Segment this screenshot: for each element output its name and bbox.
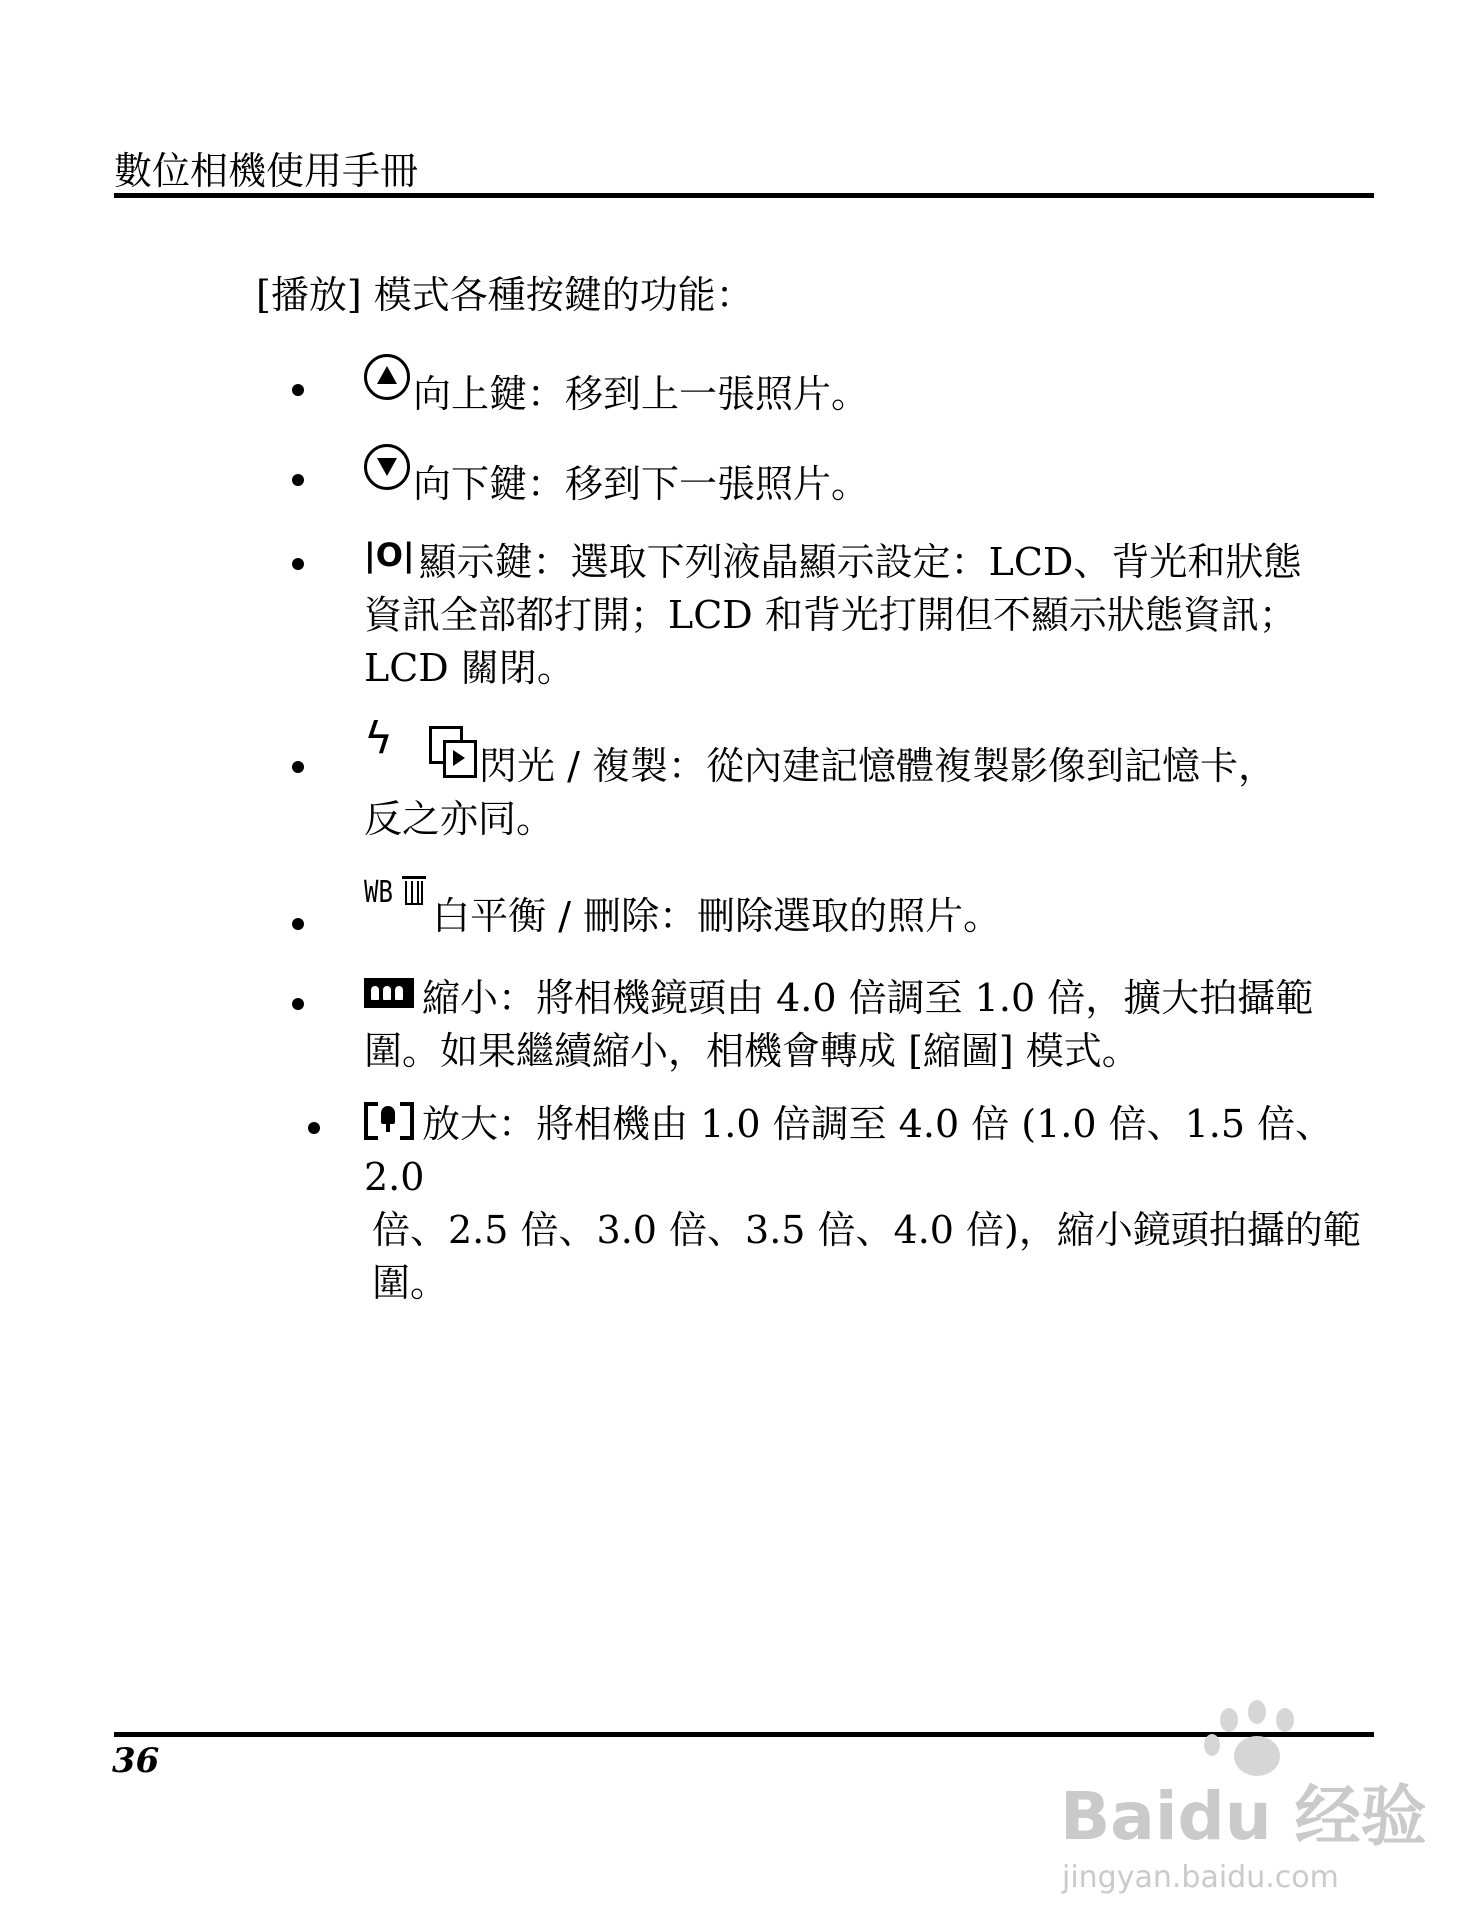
page-number: 36: [112, 1741, 160, 1781]
item-text: [364, 972, 1374, 1078]
item-line: 反之亦同。: [364, 797, 555, 841]
bullet: [292, 474, 304, 486]
bullet: [292, 384, 304, 396]
item-label: 放大: [422, 1102, 499, 1146]
item-label: 閃光 / 複製: [479, 744, 668, 788]
bullet: [292, 918, 304, 930]
white-balance-icon: WB: [364, 875, 393, 910]
item-line: 資訊全部都打開；LCD 和背光打開但不顯示狀態資訊；: [364, 593, 1297, 637]
watermark-logo: Baidu 经验: [1060, 1778, 1427, 1855]
flash-icon: ϟ: [364, 713, 394, 764]
item-line: ：將相機鏡頭由 4.0 倍調至 1.0 倍，擴大拍攝範: [498, 976, 1314, 1020]
item-label: 顯示鍵: [418, 540, 533, 584]
paw-logo-icon: [1190, 1700, 1310, 1790]
item-line: ：選取下列液晶顯示設定：LCD、背光和狀態: [532, 540, 1302, 584]
item-text: [364, 1098, 1374, 1310]
zoom-in-icon: [364, 1102, 414, 1136]
item-line: ：從內建記憶體複製影像到記憶卡，: [668, 744, 1277, 788]
item-text: [364, 368, 1364, 421]
item-line: ：移到下一張照片。: [527, 462, 870, 506]
item-line: 圍。如果繼續縮小，相機會轉成 [縮圖] 模式。: [364, 1029, 1140, 1073]
down-button-icon: [364, 444, 410, 490]
item-text: [364, 458, 1364, 511]
item-label: 向上鍵: [413, 372, 528, 416]
item-line: ：移到上一張照片。: [527, 372, 870, 416]
item-label: 白平衡 / 刪除: [432, 894, 660, 938]
manual-title: 數位相機使用手冊: [114, 149, 419, 193]
item-label: 向下鍵: [413, 462, 528, 506]
watermark-url: jingyan.baidu.com: [1062, 1860, 1339, 1895]
zoom-out-icon: [364, 978, 414, 1008]
bullet: [292, 558, 304, 570]
item-text: [364, 713, 1374, 846]
baidu-watermark: [1040, 1700, 1427, 1910]
item-line: 圍。: [372, 1261, 449, 1305]
item-text: [364, 536, 1374, 695]
item-line: ：將相機由 1.0 倍調至 4.0 倍 (1.0 倍、1.5 倍、2.0: [364, 1102, 1334, 1199]
bullet: [292, 761, 304, 773]
section-heading: [播放] 模式各種按鍵的功能：: [256, 273, 754, 317]
trash-icon: [402, 876, 426, 906]
item-label: 縮小: [422, 976, 499, 1020]
up-button-icon: [364, 354, 410, 400]
bullet: [308, 1122, 320, 1134]
item-text: [364, 875, 1374, 943]
bullet: [292, 998, 304, 1010]
item-line: ：刪除選取的照片。: [659, 894, 1002, 938]
item-line: LCD 關閉。: [364, 646, 575, 690]
display-button-icon: |O|: [364, 536, 415, 574]
copy-icon: [429, 726, 475, 774]
item-line: 倍、2.5 倍、3.0 倍、3.5 倍、4.0 倍)，縮小鏡頭拍攝的範: [372, 1208, 1361, 1252]
header-rule: [114, 193, 1374, 198]
